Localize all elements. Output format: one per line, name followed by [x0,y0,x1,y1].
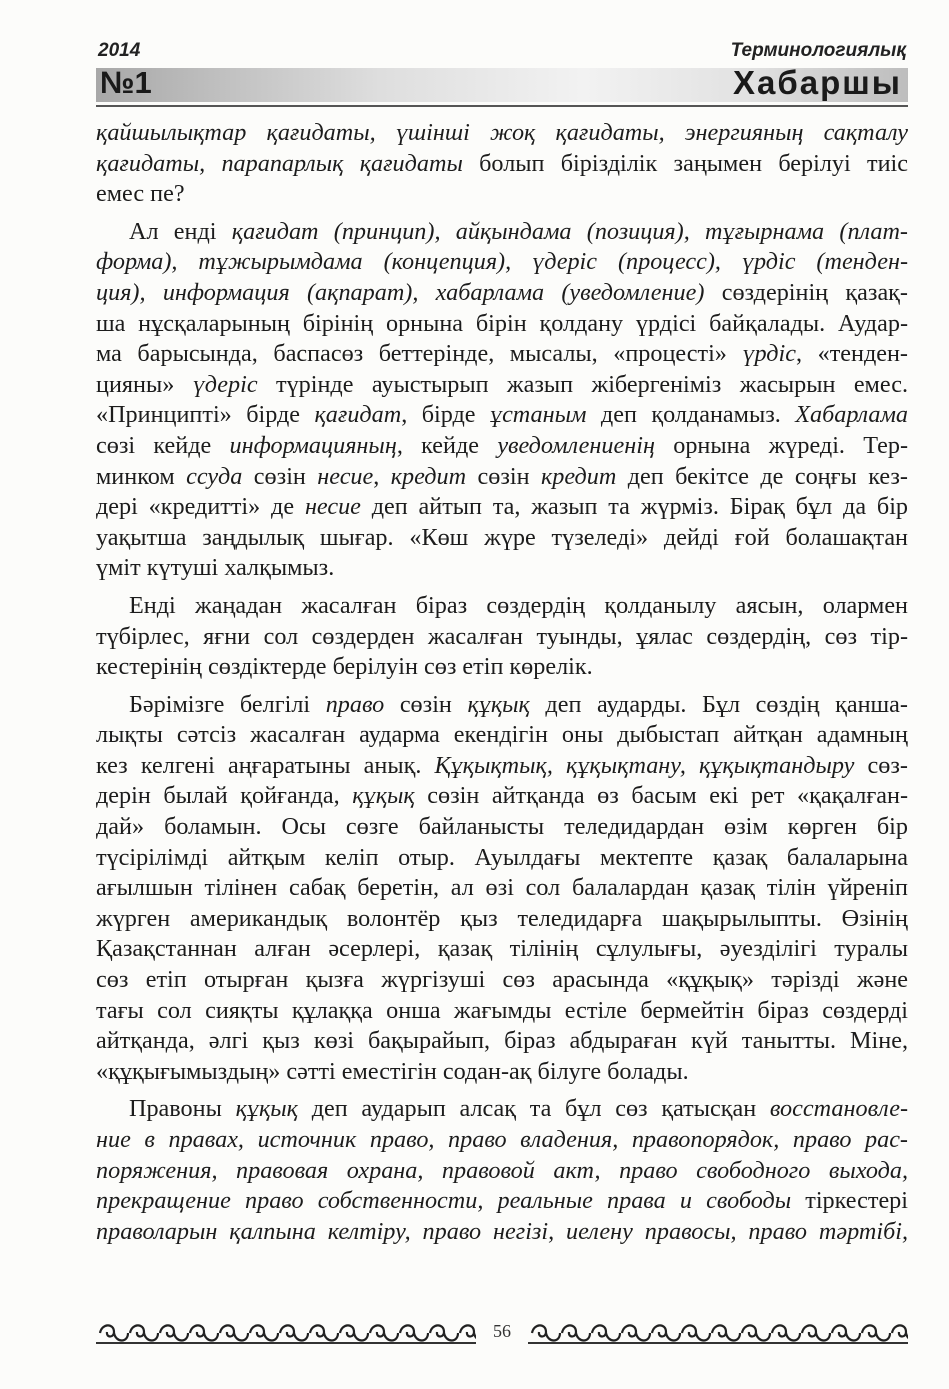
text-run: дай» боламын. Осы сөзге байланысты теледидардан өзім көрген бір [96,813,908,841]
text-line [96,217,908,248]
text-run: цияны» [96,370,193,398]
text-line [96,247,908,278]
italic-term: несие [317,462,374,490]
text-run: деп қолданамыз. [586,401,796,429]
text-run: болып бірізділік заңымен берілуі тиіс [462,149,908,177]
text-line [96,965,908,996]
page-footer [96,1317,908,1349]
text-run: сөз етіп отырған қызға жүргізуші сөз арасында «құқық» тәрізді және [96,966,908,994]
text-line [96,179,908,210]
text-run: сөз- [854,751,908,779]
italic-term: үрдіс [742,340,796,368]
text-run: дері «кредитті» де [96,493,305,521]
header-issue-number: №1 [100,65,152,100]
text-run: ағылшын тілінен сабақ беретін, ал өзі сол балалардан қазақ тілін үйреніп [96,874,908,902]
text-line [96,720,908,751]
italic-term: поряжения, правовая охрана, правовой акт, право свободного выхода, [96,1156,908,1184]
header-year: 2014 [98,40,141,61]
text-line [96,523,908,554]
italic-term: құқық [467,690,530,718]
text-line [96,118,908,149]
text-run: «құқығымыздың» сәтті еместігін содан-ақ білуге болады. [96,1057,689,1085]
italic-term: үдеріс [192,370,258,398]
text-line [96,1186,908,1217]
text-run: сөзін [242,462,318,490]
text-line [96,553,908,584]
text-line [96,843,908,874]
text-line [96,690,908,721]
text-run: түрінде ауыстырып жазып жібергеніміз жасырын емес. [257,370,908,398]
text-run: сөзін айтқанда өз басым екі рет «қақалған- [414,782,908,810]
text-run: Қазақстаннан алған әсерлері, қазақ тілінің сұлулығы, әуезділігі туралы [96,935,908,963]
text-run: «Принципті» бірде [96,401,315,429]
text-line [96,812,908,843]
header-journal-name: Терминологиялық [730,40,906,61]
text-line [96,904,908,935]
text-line [96,370,908,401]
text-line [96,996,908,1027]
text-run: минком [96,462,187,490]
text-line [96,591,908,622]
italic-term: ссуда [186,462,243,490]
text-run: , кейде [396,431,498,459]
italic-term: форма), тұжырымдама (концепция), үдеріс (процесс), үрдіс (тенден- [96,248,908,276]
text-line [96,462,908,493]
italic-term: Құқықтық, құқықтану, құқықтандыру [434,751,855,779]
text-run: кестерінің сөздіктерде берілуін сөз етіп көрелік. [96,653,593,681]
text-run: сөзі кейде [96,431,230,459]
text-run: сөздерінің қазақ- [704,278,908,306]
text-line [96,492,908,523]
text-line [96,1094,908,1125]
text-line [96,1125,908,1156]
footer-ornament-right [528,1321,908,1345]
text-run: тағы сол сияқты құлаққа онша жағымды естіле бермейтін біраз сөздерді [96,996,908,1024]
text-line [96,652,908,683]
text-run: емес пе? [96,180,185,208]
text-run: орнына жүреді. Тер- [654,431,908,459]
italic-term: ние в правах, источник право, право владения, правопорядок, право рас- [96,1126,908,1153]
text-line [96,431,908,462]
text-line [96,751,908,782]
text-line [96,309,908,340]
article-body [96,118,908,1247]
text-run: ма барысында, баспасөз беттерінде, мысалы, «процесті» [96,340,743,368]
text-run: Правоны [129,1095,236,1123]
text-run: Бәрімізге белгілі [129,690,326,718]
text-run: деп айтып та, жазып та жүрміз. Бірақ бұл да бір [360,493,909,521]
italic-term: құқық [352,782,415,810]
italic-term: уведомлениенің [497,431,655,459]
text-line [96,934,908,965]
text-run: , «тенден- [796,340,908,368]
text-run: , бірде [401,401,490,429]
text-line [96,873,908,904]
text-line [96,149,908,180]
italic-term: информацияның [229,431,397,459]
italic-term: восстановле- [769,1095,909,1123]
italic-term: праволарын қалпына келтіру, право негізі, иелену правосы, право тәртібі, [96,1217,908,1245]
italic-term: право [325,690,385,718]
text-run: Ал енді [129,217,232,245]
text-line [96,622,908,653]
italic-term: қағидаты, парапарлық қағидаты [96,149,463,177]
italic-term: ұстаным [489,401,587,429]
italic-term: прекращение право собственности, реальные права и свободы [96,1187,792,1215]
italic-term: қайшылықтар қағидаты, үшінші жоқ қағидаты, энергияның сақталу [96,119,908,146]
text-run: үміт күтуші халқымыз. [96,554,335,582]
text-run: сөзін [466,462,541,490]
italic-term: Хабарлама [795,401,908,429]
text-run: кез келгені аңғаратыны анық. [96,751,435,779]
footer-ornament-left [96,1321,476,1345]
italic-term: ция), информация (ақпарат), хабарлама (уведомление) [96,278,705,306]
text-line [96,1217,908,1248]
text-run: лықты сәтсіз жасалған аударма екендігін оны дыбыстап айтқан адамның [96,721,908,749]
header-rule [96,105,908,107]
text-run: деп аударып алсақ та бұл сөз қатысқан [297,1095,770,1123]
text-run: деп аударды. Бұл сөздің қанша- [529,690,908,718]
text-run: , [373,462,391,490]
text-line [96,781,908,812]
text-run: дерін былай қойғанда, [96,782,353,810]
italic-term: құқық [235,1095,298,1123]
text-run: жүрген американдық волонтёр қыз теледидарға шақырылыпты. Өзінің [96,904,908,932]
text-run: деп бекітсе де соңғы кез- [616,462,908,490]
text-line [96,1057,908,1088]
italic-term: қағидат [314,401,402,429]
italic-term: кредит [540,462,617,490]
text-run: түбірлес, яғни сол сөздерден жасалған туынды, ұялас сөздердің, сөз тір- [96,622,908,650]
text-run: уақытша заңдылық шығар. «Көш жүре түзеледі» дейді ғой болашақтан [96,523,908,551]
page-header [96,38,908,110]
text-run: айтқанда, әлгі қыз көзі бақырайып, біраз абдыраған күй танытты. Міне, [96,1027,908,1055]
text-line [96,1026,908,1057]
italic-term: кредит [390,462,467,490]
text-line [96,339,908,370]
text-run: сөзін [384,690,468,718]
text-run: Енді жаңадан жасалған біраз сөздердің қолданылу аясын, олармен [129,591,908,619]
text-run: ша нұсқаларының бірінің орнына бірін қолдану үрдісі байқалады. Аудар- [96,309,908,337]
text-line [96,400,908,431]
italic-term: несие [304,493,361,521]
page-number: 56 [493,1321,511,1341]
header-journal-title: Хабаршы [733,64,902,101]
text-run: тіркестері [791,1187,908,1215]
italic-term: қағидат (принцип), айқындама (позиция), тұғырнама (плат- [231,217,908,245]
text-run: түсірілімді айтқым келіп отыр. Ауылдағы мектепте қазақ балаларына [96,843,908,871]
text-line [96,1156,908,1187]
text-line [96,278,908,309]
